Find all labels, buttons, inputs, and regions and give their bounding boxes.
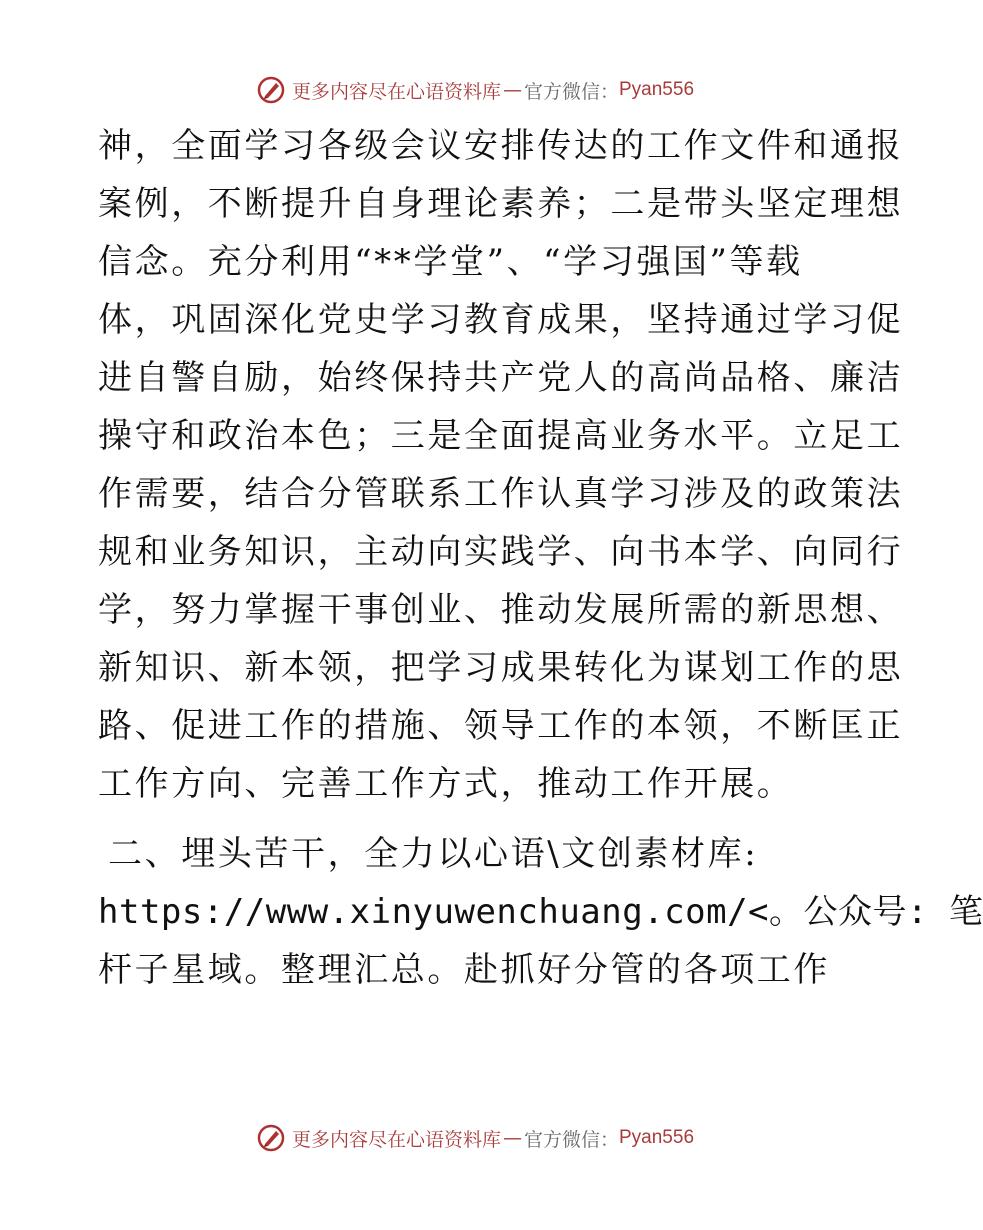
watermark-separator: — (502, 79, 522, 101)
url-line: https://www.xinyuwenchuang.com/<。公众号: 笔 (98, 892, 983, 932)
body-line: 工作方向、完善工作方式，推动工作开展。 (98, 764, 794, 804)
pen-logo-icon (256, 1123, 286, 1153)
watermark-text: 更多内容尽在心语资料库 (291, 80, 501, 103)
document-body (98, 117, 983, 999)
body-line: 体，巩固深化党史学习教育成果，坚持通过学习促 (98, 300, 904, 340)
pen-logo-icon (256, 75, 286, 105)
watermark-text: 更多内容尽在心语资料库 (291, 1128, 501, 1151)
body-line: 规和业务知识，主动向实践学、向书本学、向同行 (98, 532, 904, 572)
body-line: 新知识、新本领，把学习成果转化为谋划工作的思 (98, 648, 904, 688)
header-watermark (0, 70, 950, 110)
footer-watermark (0, 1118, 950, 1158)
body-line: 信念。充分利用“**学堂”、“学习强国”等载 (98, 242, 803, 282)
body-line: 案例，不断提升自身理论素养；二是带头坚定理想 (98, 184, 904, 224)
watermark-wechat-id: Pyan556 (619, 1127, 695, 1148)
body-line: 神，全面学习各级会议安排传达的工作文件和通报 (98, 126, 904, 166)
body-line: 作需要，结合分管联系工作认真学习涉及的政策法 (98, 474, 904, 514)
body-line: 操守和政治本色；三是全面提高业务水平。立足工 (98, 416, 904, 456)
body-line: 进自警自励，始终保持共产党人的高尚品格、廉洁 (98, 358, 904, 398)
section-heading: 二、埋头苦干，全力以心语\文创素材库: (108, 834, 759, 874)
watermark-official-label: 官方微信： (523, 1128, 619, 1151)
watermark-wechat-id: Pyan556 (619, 79, 695, 100)
watermark-official-label: 官方微信： (523, 80, 619, 103)
body-line: 学，努力掌握干事创业、推动发展所需的新思想、 (98, 590, 904, 630)
body-line: 路、促进工作的措施、领导工作的本领，不断匡正 (98, 706, 904, 746)
watermark-separator: — (502, 1127, 522, 1149)
body-line: 杆子星域。整理汇总。赴抓好分管的各项工作 (98, 950, 830, 990)
